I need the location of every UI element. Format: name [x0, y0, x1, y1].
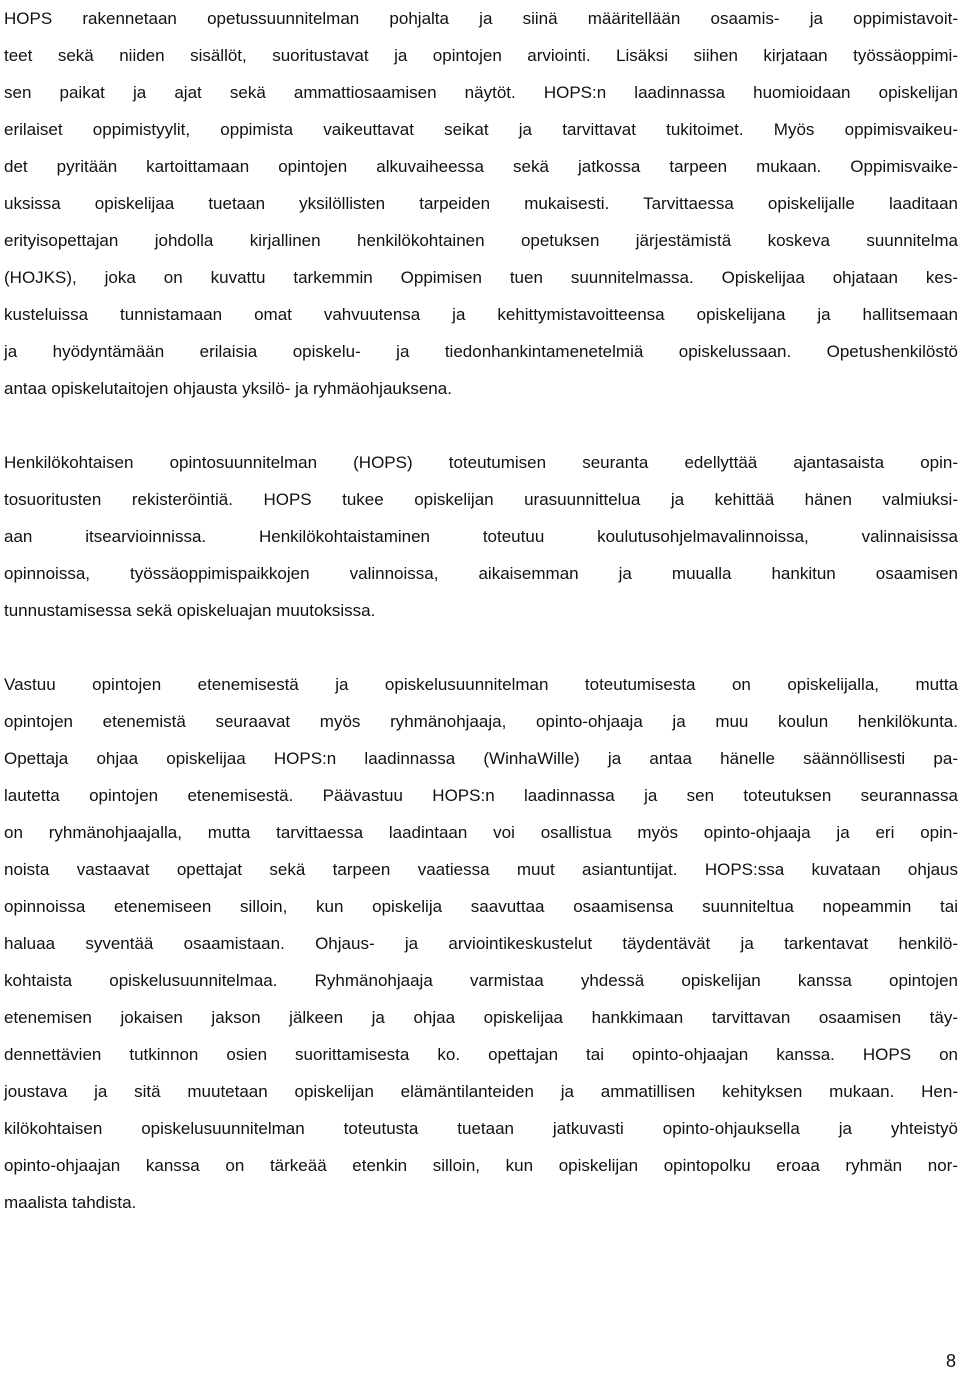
- text-line: HOPS rakennetaan opetussuunnitelman pohjalta ja siinä määritellään osaamis- ja oppimistavoit-: [4, 9, 958, 28]
- text-line: on ryhmänohjaajalla, mutta tarvittaessa laadintaan voi osallistua myös opinto-ohjaaja ja eri opin-: [4, 823, 958, 842]
- text-line: dennettävien tutkinnon osien suorittamisesta ko. opettajan tai opinto-ohjaajan kanssa. HOPS on: [4, 1045, 958, 1064]
- text-line: tosuoritusten rekisteröintiä. HOPS tukee opiskelijan urasuunnittelua ja kehittää hänen valmiuksi-: [4, 490, 958, 509]
- text-line: tunnustamisessa sekä opiskeluajan muutoksissa.: [4, 601, 376, 620]
- text-line: Opettaja ohjaa opiskelijaa HOPS:n laadinnassa (WinhaWille) ja antaa hänelle säännöllisesti pa-: [4, 749, 958, 768]
- text-line: teet sekä niiden sisällöt, suoritustavat ja opintojen arviointi. Lisäksi siihen kirjataan työssäoppimi-: [4, 46, 958, 65]
- paragraph-hops-content: [4, 0, 958, 407]
- text-line: Henkilökohtaisen opintosuunnitelman (HOPS) toteutumisen seuranta edellyttää ajantasaista opin-: [4, 453, 958, 472]
- text-line: opinnoissa, työssäoppimispaikkojen valinnoissa, aikaisemman ja muualla hankitun osaamisen: [4, 564, 958, 583]
- text-line: haluaa syventää osaamistaan. Ohjaus- ja arviointikeskustelut täydentävät ja tarkentavat henkilö-: [4, 934, 958, 953]
- paragraph-hops-follow-up: [4, 444, 958, 629]
- text-line: det pyritään kartoittamaan opintojen alkuvaiheessa sekä jatkossa tarpeen mukaan. Oppimisvaike-: [4, 157, 958, 176]
- text-line: lautetta opintojen etenemisestä. Päävastuu HOPS:n laadinnassa ja sen toteutuksen seurannassa: [4, 786, 958, 805]
- text-line: erilaiset oppimistyylit, oppimista vaikeuttavat seikat ja tarvittavat tukitoimet. Myös oppimisvaikeu-: [4, 120, 958, 139]
- text-line: kilökohtaisen opiskelusuunnitelman toteutusta tuetaan jatkuvasti opinto-ohjauksella ja yhteistyö: [4, 1119, 958, 1138]
- text-line: ja hyödyntämään erilaisia opiskelu- ja tiedonhankintamenetelmiä opiskelussaan. Opetushenkilöstö: [4, 342, 958, 361]
- text-line: kohtaista opiskelusuunnitelmaa. Ryhmänohjaaja varmistaa yhdessä opiskelijan kanssa opintojen: [4, 971, 958, 990]
- page-number: 8: [945, 1351, 956, 1371]
- text-line: joustava ja sitä muutetaan opiskelijan elämäntilanteiden ja ammatillisen kehityksen mukaan. Hen-: [4, 1082, 958, 1101]
- text-line: sen paikat ja ajat sekä ammattiosaamisen näytöt. HOPS:n laadinnassa huomioidaan opiskelijan: [4, 83, 958, 102]
- document-body: [4, 0, 958, 1221]
- text-line: opinto-ohjaajan kanssa on tärkeää etenkin silloin, kun opiskelijan opintopolku eroaa ryhmän nor-: [4, 1156, 958, 1175]
- text-line: Vastuu opintojen etenemisestä ja opiskelusuunnitelman toteutumisesta on opiskelijalla, mutta: [4, 675, 958, 694]
- text-line: maalista tahdista.: [4, 1193, 137, 1212]
- text-line: opinnoissa etenemiseen silloin, kun opiskelija saavuttaa osaamisensa suunniteltua nopeammin tai: [4, 897, 958, 916]
- text-line: (HOJKS), joka on kuvattu tarkemmin Oppimisen tuen suunnitelmassa. Opiskelijaa ohjataan kes-: [4, 268, 958, 287]
- text-line: erityisopettajan johdolla kirjallinen henkilökohtainen opetuksen järjestämistä koskeva suunnitelma: [4, 231, 958, 250]
- text-line: opintojen etenemistä seuraavat myös ryhmänohjaaja, opinto-ohjaaja ja muu koulun henkilökunta.: [4, 712, 958, 731]
- text-line: aan itsearvioinnissa. Henkilökohtaistaminen toteutuu koulutusohjelmavalinnoissa, valinnaisissa: [4, 527, 958, 546]
- text-line: etenemisen jokaisen jakson jälkeen ja ohjaa opiskelijaa hankkimaan tarvittavan osaamisen täy-: [4, 1008, 958, 1027]
- text-line: uksissa opiskelijaa tuetaan yksilöllisten tarpeiden mukaisesti. Tarvittaessa opiskelijalle laaditaan: [4, 194, 958, 213]
- paragraph-responsibility: [4, 666, 958, 1221]
- text-line: noista vastaavat opettajat sekä tarpeen vaatiessa muut asiantuntijat. HOPS:ssa kuvataan ohjaus: [4, 860, 958, 879]
- text-line: kusteluissa tunnistamaan omat vahvuutensa ja kehittymistavoitteensa opiskelijana ja hallitsemaan: [4, 305, 958, 324]
- text-line: antaa opiskelutaitojen ohjausta yksilö- ja ryhmäohjauksena.: [4, 379, 452, 398]
